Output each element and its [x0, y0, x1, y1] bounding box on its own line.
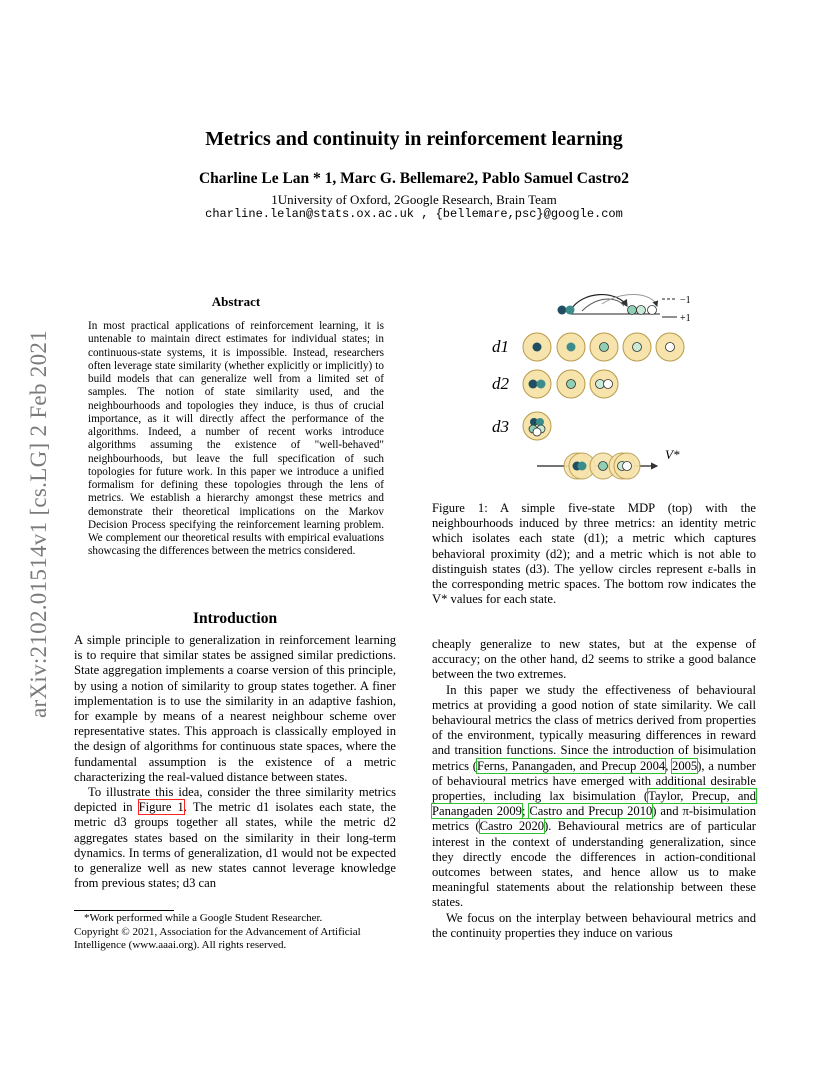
- value-axis-label: V*: [665, 447, 680, 462]
- row-d3: [492, 412, 551, 440]
- citation-ferns-2004[interactable]: Ferns, Panangaden, and Precup 2004: [476, 758, 666, 773]
- intro-paragraph-1: A simple principle to generalization in reinforcement learning is to require that similar states be assigned similar predictions. State aggregation implements a coarse version of this principle, by using a notion of similarity to group states together. A finer implementation is to use the similarity in an adaptive fashion, for example by means of a nearest neighbour scheme over representative states. This approach is classically employed in the design of algorithms for continuous state spaces, where the fundamental assumption is the existence of a metric characterizing the real-valued distance between states.: [74, 633, 396, 784]
- row-label-d2: d2: [492, 374, 509, 393]
- intro-paragraph-2: To illustrate this idea, consider the three similarity metrics depicted in Figure 1. The metric d1 isolates each state, the metric d3 groups together all states, while the metric d2 aggregates states based on the similarity in their long-term dynamics. In terms of generalization, d1 would not be expected to generalize well as new states cannot leverage knowledge from previous states; d3 can: [74, 785, 396, 891]
- footnote-rule: [74, 910, 174, 911]
- footnote-work: *Work performed while a Google Student Researcher.: [84, 912, 323, 924]
- paper-title: Metrics and continuity in reinforcement learning: [205, 128, 623, 150]
- left-column-body: [74, 633, 396, 891]
- intro-paragraph-4: We focus on the interplay between behavioural metrics and the continuity properties they induce on various: [432, 910, 756, 940]
- mdp-diagram: [558, 294, 691, 324]
- intro-paragraph-3: In this paper we study the effectiveness of behavioural metrics at providing a good notion of state similarity. We call behavioural metrics the class of metrics derived from properties of the environment, typically measuring differences in reward and transition functions. Since the introduction of bisimulation metrics (Ferns, Panangaden, and Precup 2004, 2005), a number of behavioural metrics have emerged with additional desirable properties, including lax bisimulation (Taylor, Precup, and Panangaden 2009; Castro and Precup 2010) and π-bisimulation metrics (Castro 2020). Behavioural metrics are of particular interest in the context of understanding generalization, since they directly encode the differences in action-conditional outcomes between states, and hence allow us to make meaningful statements about the relationship between these states.: [432, 682, 757, 910]
- figure-1: [432, 284, 762, 489]
- affiliations: 1University of Oxford, 2Google Research, Brain Team: [271, 192, 557, 207]
- row-d2: [492, 370, 618, 398]
- figure-1-link[interactable]: Figure 1: [138, 800, 184, 815]
- citation-castro-2020[interactable]: Castro 2020: [479, 819, 545, 834]
- figure-1-caption: Figure 1: A simple five-state MDP (top) with the neighbourhoods induced by three metrics: an identity metric which isolates each state (d1); a metric which captures behavioral proximity (d2); and a metric which is not able to distinguish states (d3). The yellow circles represent ε-balls in the corresponding metric spaces. The bottom row indicates the V* values for each state.: [432, 501, 756, 607]
- row-label-d3: d3: [492, 417, 509, 436]
- row-d1: [492, 333, 684, 361]
- right-column-body: [432, 637, 756, 941]
- legend-plus-label: +1: [680, 313, 691, 324]
- arxiv-identifier-text: arXiv:2102.01514v1 [cs.LG] 2 Feb 2021: [26, 330, 51, 718]
- citation-castro-precup-2010[interactable]: Castro and Precup 2010: [529, 804, 653, 819]
- abstract-text: In most practical applications of reinforcement learning, it is untenable to maintain direct estimates for individual states; in continuous-state systems, it is impossible. Instead, researchers often leverage state similarity (whether explicitly or implicitly) to build models that can generalize well from a limited set of samples. The notion of state similarity used, and the neighbourhoods and topologies they induce, is thus of crucial importance, as it will directly affect the performance of the algorithms. Indeed, a number of recent works introduce algorithms assuming the existence of "well-behaved" neighbourhoods, but leave the full specification of such topologies for future work. In this paper we introduce a unified formalism for defining these topologies through the lens of metrics. We establish a hierarchy amongst these metrics and demonstrate their theoretical implications on the Markov Decision Process specifying the reinforcement learning problem. We complement our theoretical results with empirical evaluations showcasing the differences between the metrics considered.: [88, 320, 384, 558]
- intro-paragraph-2-continued: cheaply generalize to new states, but at the expense of accuracy; on the other hand, d2 seems to strike a good balance between the two extremes.: [432, 637, 756, 682]
- author-emails: charline.lelan@stats.ox.ac.uk , {bellemare,psc}@google.com: [205, 207, 623, 221]
- footnote: [74, 912, 396, 953]
- legend-minus-label: −1: [680, 295, 691, 306]
- author-list: Charline Le Lan * 1, Marc G. Bellemare2, Pablo Samuel Castro2: [198, 170, 630, 187]
- row-label-d1: d1: [492, 337, 509, 356]
- value-axis: [537, 447, 680, 479]
- arxiv-identifier-sidebar: [22, 296, 56, 752]
- citation-taylor-2009[interactable]: Taylor, Precup, and Panangaden 2009: [432, 789, 757, 819]
- introduction-heading: Introduction: [192, 610, 278, 627]
- citation-ferns-2005[interactable]: 2005: [672, 758, 698, 773]
- footnote-copyright: Copyright © 2021, Association for the Advancement of Artificial Intelligence (www.aaai.org). All rights reserved.: [74, 925, 361, 952]
- abstract-heading: Abstract: [211, 294, 261, 309]
